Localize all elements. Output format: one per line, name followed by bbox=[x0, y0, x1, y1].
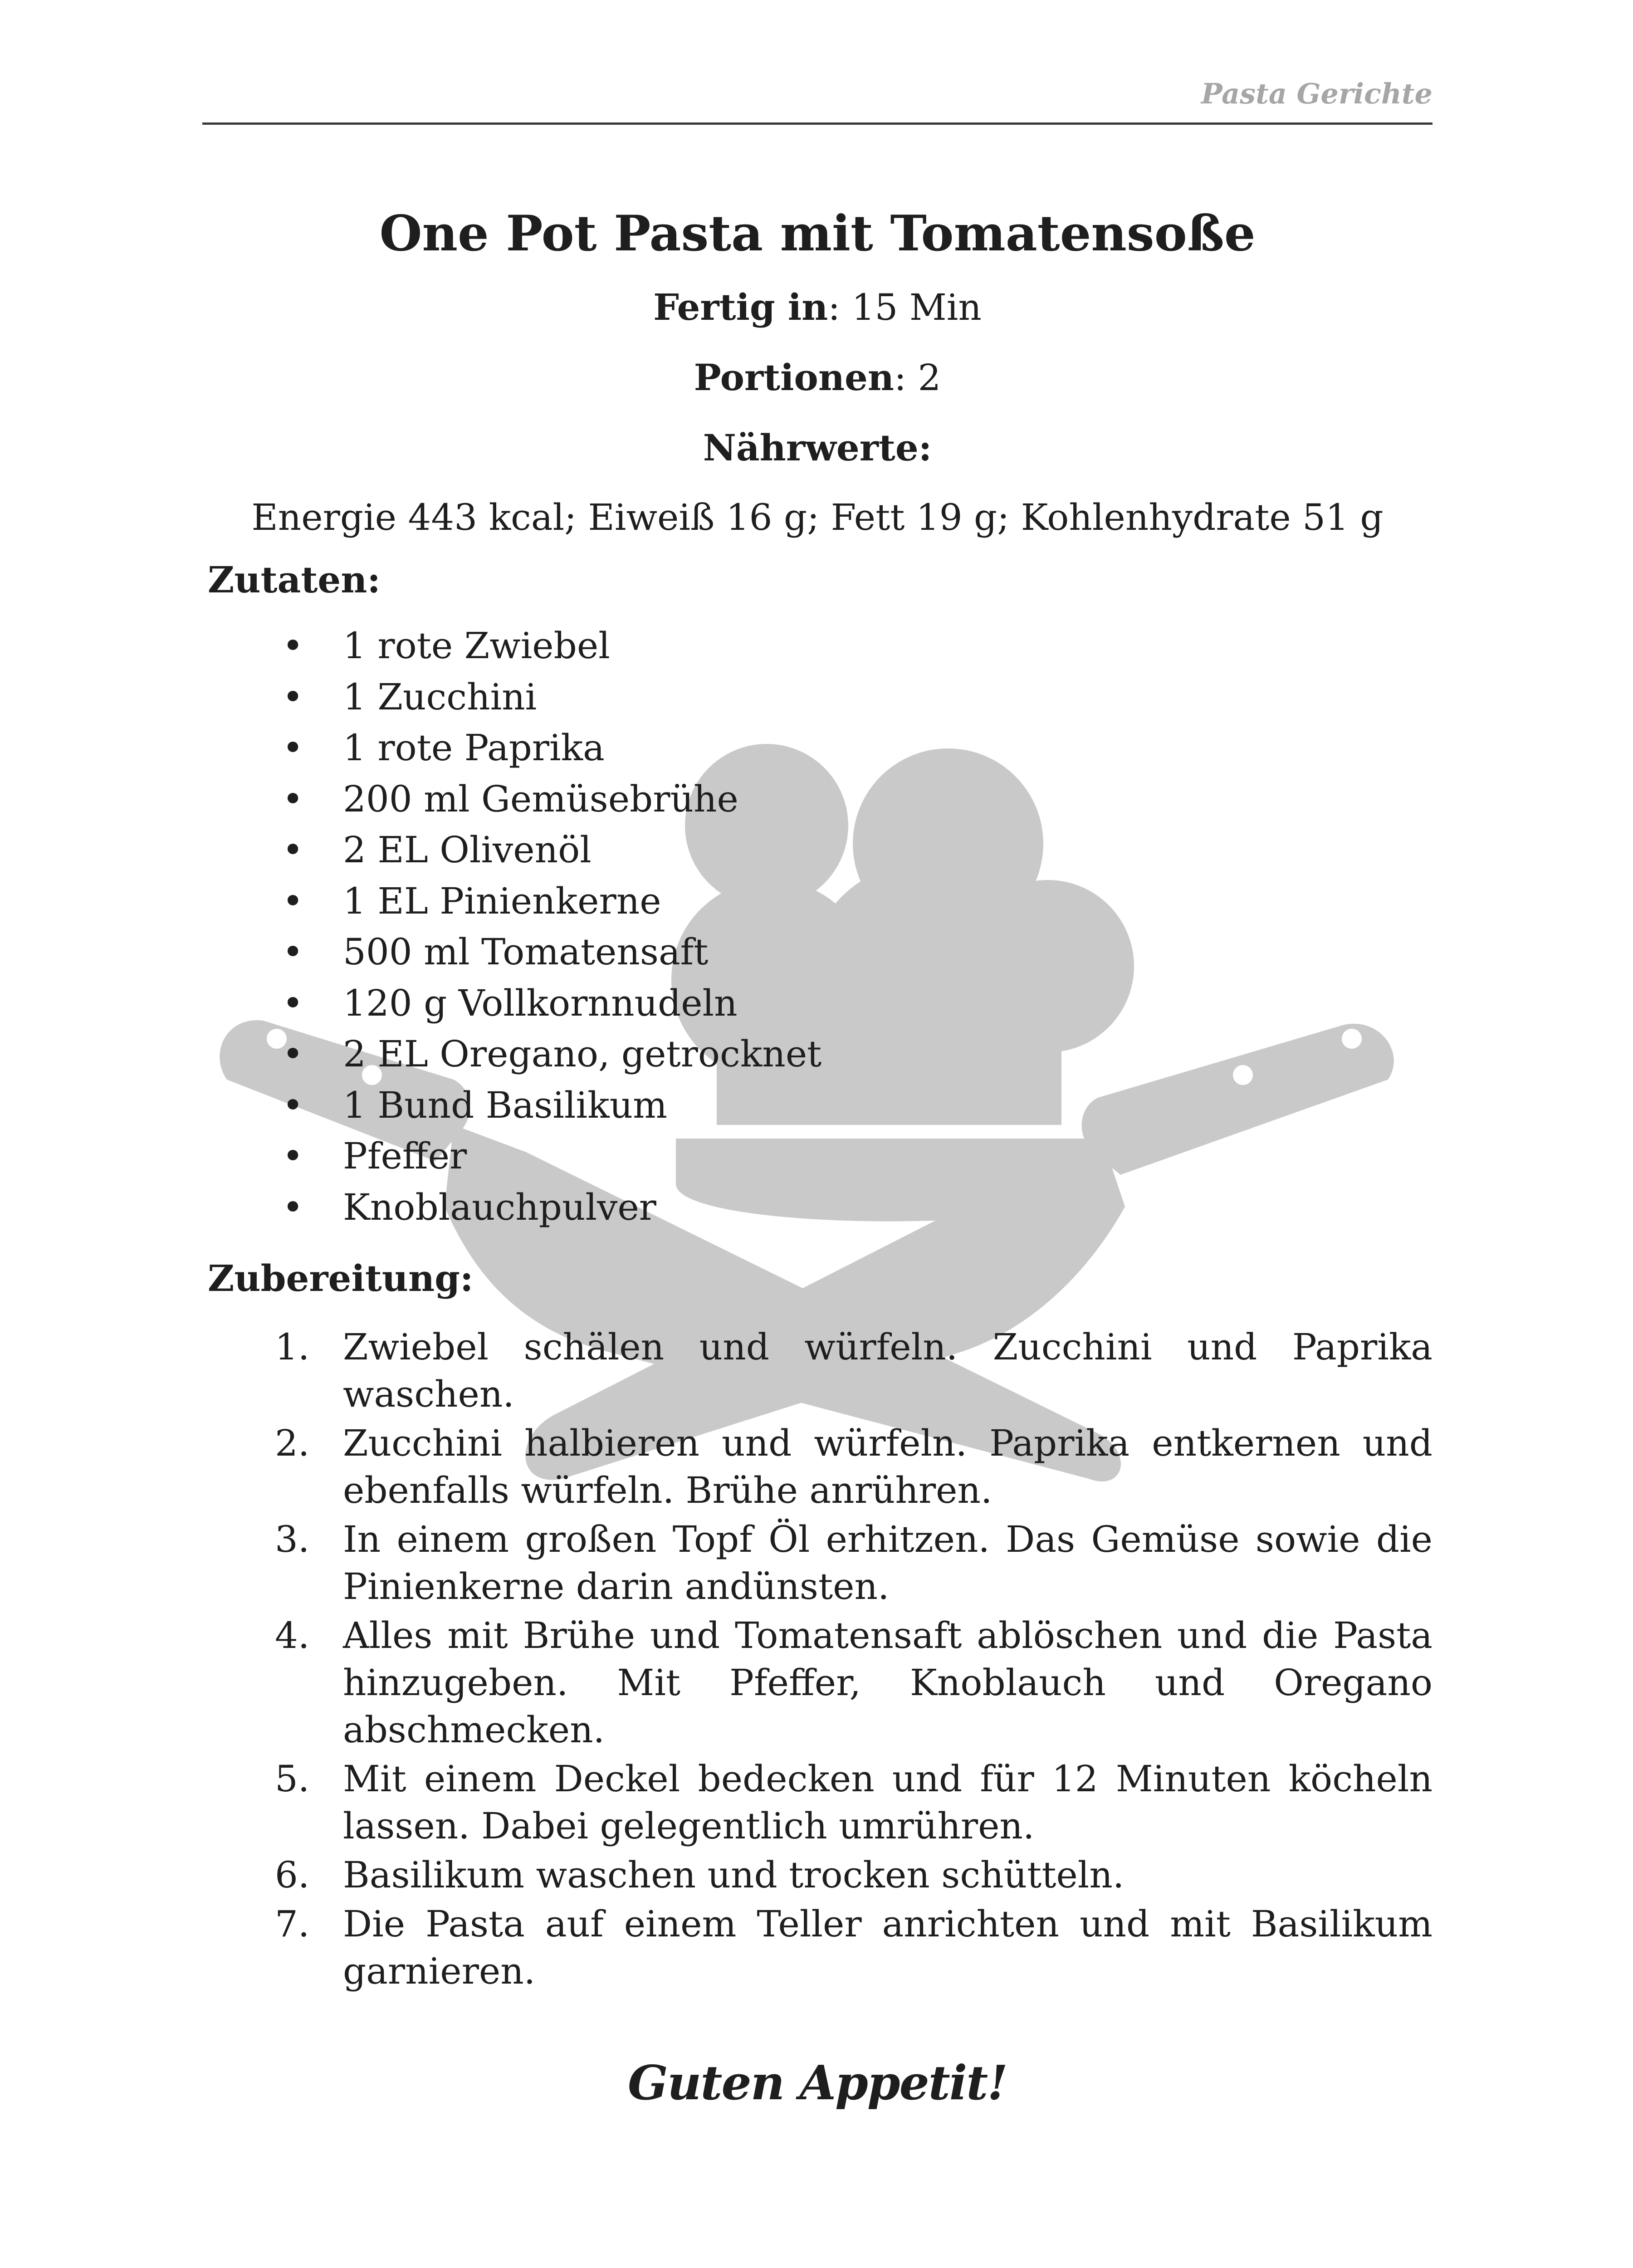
step-item bbox=[202, 1755, 1433, 1850]
recipe-content bbox=[202, 195, 1433, 1997]
ingredient-text: Knoblauchpulver bbox=[343, 1186, 656, 1228]
list-item bbox=[202, 1080, 1433, 1131]
step-number: 5. bbox=[275, 1758, 310, 1800]
bullet-icon: • bbox=[282, 1033, 304, 1075]
step-text: Die Pasta auf einem Teller anrichten und mit Basilikum garnieren. bbox=[343, 1903, 1433, 1992]
bullet-icon: • bbox=[282, 982, 304, 1024]
step-text: Alles mit Brühe und Tomatensaft ablöschen und die Pasta hinzugeben. Mit Pfeffer, Knoblauch und Oregano abschmecken. bbox=[343, 1614, 1433, 1751]
step-number: 1. bbox=[275, 1326, 310, 1368]
closing-greeting: Guten Appetit! bbox=[628, 2055, 1007, 2111]
ingredient-text: 200 ml Gemüsebrühe bbox=[343, 777, 738, 820]
step-number: 3. bbox=[275, 1518, 310, 1560]
ingredient-text: 1 Bund Basilikum bbox=[343, 1084, 667, 1126]
list-item bbox=[202, 672, 1433, 723]
running-header: Pasta Gerichte bbox=[1201, 77, 1433, 110]
ingredients-heading: Zutaten: bbox=[208, 558, 381, 601]
list-item bbox=[202, 876, 1433, 927]
ingredient-text: 2 EL Oregano, getrocknet bbox=[343, 1033, 822, 1075]
ingredient-text: 2 EL Olivenöl bbox=[343, 829, 592, 871]
bullet-icon: • bbox=[282, 880, 304, 922]
bullet-icon: • bbox=[282, 727, 304, 769]
step-text: In einem großen Topf Öl erhitzen. Das Gemüse sowie die Pinienkerne darin andünsten. bbox=[343, 1518, 1433, 1608]
prep-time bbox=[202, 272, 1433, 342]
list-item bbox=[202, 1182, 1433, 1233]
step-text: Zucchini halbieren und würfeln. Paprika entkernen und ebenfalls würfeln. Brühe anrühren. bbox=[343, 1422, 1433, 1511]
step-text: Mit einem Deckel bedecken und für 12 Minuten köcheln lassen. Dabei gelegentlich umrühren. bbox=[343, 1758, 1433, 1847]
bullet-icon: • bbox=[282, 1135, 304, 1177]
ingredient-text: 1 rote Zwiebel bbox=[343, 625, 610, 667]
list-item bbox=[202, 1029, 1433, 1080]
bullet-icon: • bbox=[282, 1084, 304, 1126]
bullet-icon: • bbox=[282, 675, 304, 718]
step-text: Zwiebel schälen und würfeln. Zucchini und Paprika waschen. bbox=[343, 1326, 1433, 1415]
step-number: 7. bbox=[275, 1903, 310, 1945]
ingredient-text: 1 EL Pinienkerne bbox=[343, 880, 661, 922]
ingredient-text: 1 Zucchini bbox=[343, 675, 537, 718]
step-number: 2. bbox=[275, 1422, 310, 1464]
ingredient-text: 120 g Vollkornnudeln bbox=[343, 982, 738, 1024]
step-item bbox=[202, 1516, 1433, 1610]
ingredients-list bbox=[202, 621, 1433, 1233]
header-rule bbox=[202, 122, 1433, 125]
bullet-icon: • bbox=[282, 777, 304, 820]
list-item bbox=[202, 825, 1433, 876]
ingredient-text: 500 ml Tomatensaft bbox=[343, 931, 709, 973]
ingredient-text: 1 rote Paprika bbox=[343, 727, 605, 769]
nutrition-heading: Nährwerte: bbox=[703, 426, 932, 469]
preparation-steps bbox=[202, 1324, 1433, 1995]
prep-time-value: : 15 Min bbox=[828, 286, 982, 328]
nutrition-values: Energie 443 kcal; Eiweiß 16 g; Fett 19 g; Kohlenhydrate 51 g bbox=[251, 496, 1384, 538]
step-text: Basilikum waschen und trocken schütteln. bbox=[343, 1854, 1125, 1896]
prep-time-label: Fertig in bbox=[653, 286, 828, 328]
list-item bbox=[202, 774, 1433, 825]
step-item bbox=[202, 1612, 1433, 1754]
bullet-icon: • bbox=[282, 625, 304, 667]
bullet-icon: • bbox=[282, 931, 304, 973]
preparation-heading: Zubereitung: bbox=[208, 1257, 474, 1300]
servings-label: Portionen bbox=[694, 356, 895, 399]
step-item bbox=[202, 1420, 1433, 1514]
step-number: 4. bbox=[275, 1614, 310, 1657]
step-item bbox=[202, 1324, 1433, 1418]
recipe-title: One Pot Pasta mit Tomatensoße bbox=[379, 205, 1256, 262]
step-number: 6. bbox=[275, 1854, 310, 1896]
step-item bbox=[202, 1901, 1433, 1995]
list-item bbox=[202, 1131, 1433, 1182]
step-item bbox=[202, 1852, 1433, 1899]
list-item bbox=[202, 927, 1433, 978]
ingredient-text: Pfeffer bbox=[343, 1135, 467, 1177]
list-item bbox=[202, 723, 1433, 774]
list-item bbox=[202, 978, 1433, 1029]
servings-value: : 2 bbox=[894, 357, 941, 399]
bullet-icon: • bbox=[282, 1186, 304, 1228]
bullet-icon: • bbox=[282, 829, 304, 871]
servings bbox=[202, 342, 1433, 413]
list-item bbox=[202, 621, 1433, 672]
